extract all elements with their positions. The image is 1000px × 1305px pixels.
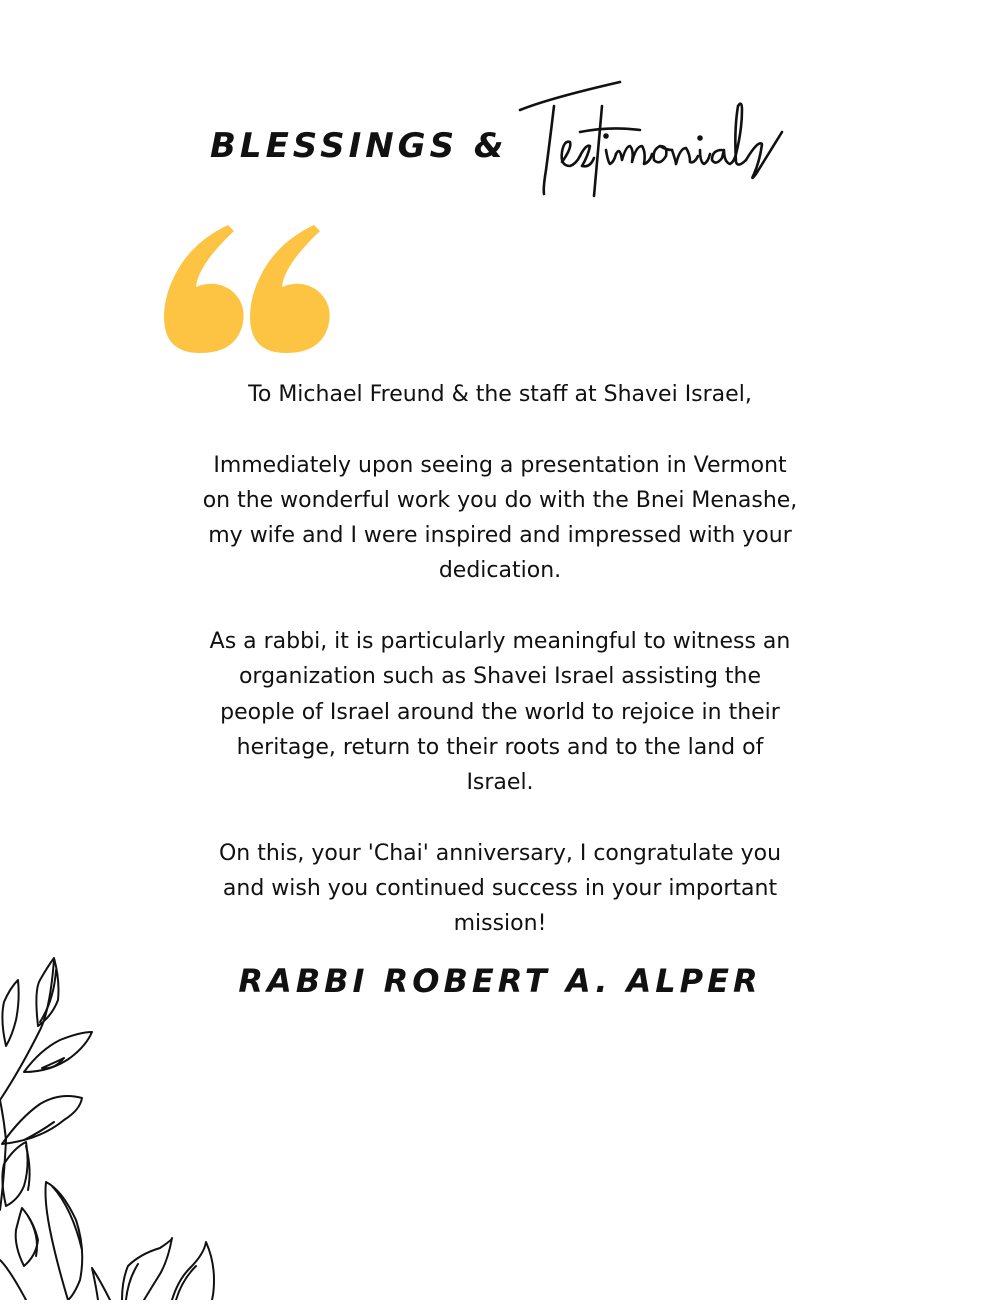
letter-body — [200, 377, 800, 942]
header-title-bold: BLESSINGS & — [210, 126, 508, 166]
quote-mark-svg — [160, 225, 335, 360]
quote-mark-icon — [160, 225, 335, 360]
letter-paragraph: On this, your 'Chai' anniversary, I congratulate you and wish you continued success in your important mission! — [218, 840, 782, 937]
leaf-branch-svg — [0, 950, 230, 1300]
page-header — [0, 70, 1000, 210]
letter-paragraph: Immediately upon seeing a presentation in Vermont on the wonderful work you do with the Bnei Menashe, my wife and I were inspired and impressed with your dedication. — [202, 452, 798, 584]
letter-paragraph: As a rabbi, it is particularly meaningful to witness an organization such as Shavei Israel assisting the people of Israel around the world to rejoice in their heritage, return to their roots and to the land of Israel. — [209, 629, 791, 796]
letter-salutation: To Michael Freund & the staff at Shavei Israel, — [248, 382, 752, 407]
letter-signature: RABBI ROBERT A. ALPER — [238, 962, 762, 1000]
leaf-branch-illustration-icon — [0, 950, 230, 1300]
header-title-script — [510, 70, 800, 210]
